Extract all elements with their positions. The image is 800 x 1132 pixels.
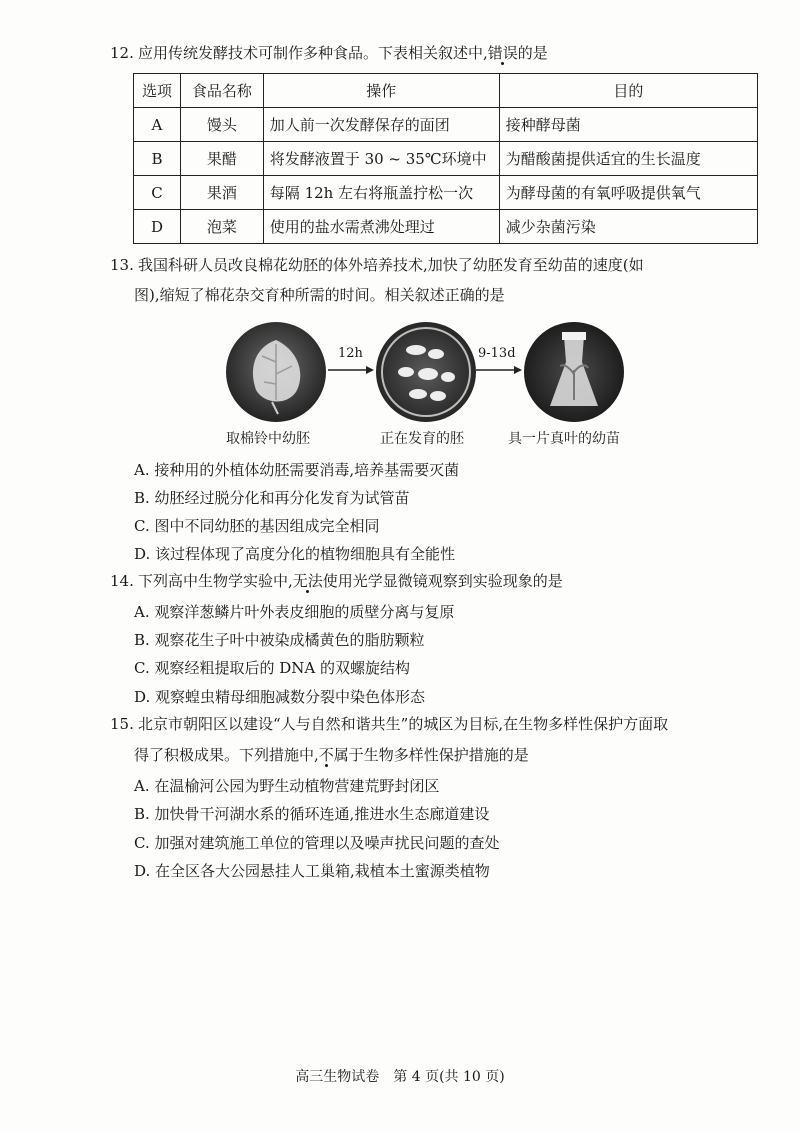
q14-option-a: A. 观察洋葱鳞片叶外表皮细胞的质壁分离与复原 — [134, 603, 455, 621]
q13-stem-text: 我国科研人员改良棉花幼胚的体外培养技术,加快了幼胚发育至幼苗的速度(如 — [138, 256, 644, 274]
q15-emphasis: 不 — [318, 746, 334, 764]
page-footer: 高三生物试卷 第 4 页(共 10 页) — [295, 1069, 505, 1085]
q14-number: 14. — [110, 572, 134, 590]
arrow-label-9-13d: 9-13d — [478, 346, 516, 361]
right-arrow-icon — [476, 364, 522, 376]
q12-table — [133, 73, 758, 244]
q15-option-c: C. 加强对建筑施工单位的管理以及噪声扰民问题的查处 — [134, 834, 500, 852]
q12-number: 12. — [110, 44, 134, 62]
q13-stem-line2: 图),缩短了棉花杂交育种所需的时间。相关叙述正确的是 — [134, 286, 505, 304]
cell-option: D — [134, 210, 181, 244]
cell-food: 果酒 — [180, 176, 263, 210]
q15-number: 15. — [110, 715, 134, 733]
q13-figure — [220, 322, 650, 452]
caption-seedling: 具一片真叶的幼苗 — [508, 431, 620, 447]
header-option: 选项 — [134, 74, 181, 108]
caption-embryo: 取棉铃中幼胚 — [226, 431, 310, 447]
cell-operation: 将发酵液置于 30 ~ 35℃环境中 — [263, 142, 499, 176]
q14-stem-text: 下列高中生物学实验中, — [138, 572, 293, 590]
cell-purpose: 为酵母菌的有氧呼吸提供氧气 — [499, 176, 757, 210]
caption-developing: 正在发育的胚 — [380, 431, 464, 447]
table-row — [134, 210, 758, 244]
q12-stem-end: 的是 — [517, 44, 548, 62]
cell-operation: 使用的盐水需煮沸处理过 — [263, 210, 499, 244]
cell-food: 馒头 — [180, 108, 263, 142]
q14-option-c: C. 观察经粗提取后的 DNA 的双螺旋结构 — [134, 659, 411, 677]
q15-option-d: D. 在全区各大公园悬挂人工巢箱,栽植本土蜜源类植物 — [134, 862, 490, 880]
table-header-row — [134, 74, 758, 108]
cell-option: B — [134, 142, 181, 176]
header-purpose: 目的 — [499, 74, 757, 108]
q14-stem-end: 使用光学显微镜观察到实验现象的是 — [322, 572, 563, 590]
table-row — [134, 176, 758, 210]
cell-purpose: 为醋酸菌提供适宜的生长温度 — [499, 142, 757, 176]
q15-stem-line2 — [134, 740, 529, 770]
cotton-boll-embryo-image — [226, 322, 326, 422]
q14-stem — [110, 566, 563, 596]
q13-option-b: B. 幼胚经过脱分化和再分化发育为试管苗 — [134, 489, 410, 507]
right-arrow-icon — [328, 364, 374, 376]
q12-stem-text: 应用传统发酵技术可制作多种食品。下表相关叙述中, — [138, 44, 488, 62]
cell-food: 泡菜 — [180, 210, 263, 244]
q12-stem — [110, 38, 548, 68]
q15-option-b: B. 加快骨干河湖水系的循环连通,推进水生态廊道建设 — [134, 805, 490, 823]
q15-stem-text2: 得了积极成果。下列措施中, — [134, 746, 319, 764]
q14-option-d: D. 观察蝗虫精母细胞减数分裂中染色体形态 — [134, 688, 426, 706]
q15-option-a: A. 在温榆河公园为野生动植物营建荒野封闭区 — [134, 777, 440, 795]
q14-option-b: B. 观察花生子叶中被染成橘黄色的脂肪颗粒 — [134, 631, 425, 649]
cell-purpose: 减少杂菌污染 — [499, 210, 757, 244]
cell-purpose: 接种酵母菌 — [499, 108, 757, 142]
cell-operation: 加人前一次发酵保存的面团 — [263, 108, 499, 142]
cell-option: C — [134, 176, 181, 210]
q13-option-d: D. 该过程体现了高度分化的植物细胞具有全能性 — [134, 545, 456, 563]
cell-option: A — [134, 108, 181, 142]
q13-option-a: A. 接种用的外植体幼胚需要消毒,培养基需要灭菌 — [134, 461, 460, 479]
cell-operation: 每隔 12h 左右将瓶盖拧松一次 — [263, 176, 499, 210]
q15-stem-end: 属于生物多样性保护措施的是 — [333, 746, 529, 764]
developing-embryo-dish-image — [376, 322, 476, 422]
cell-food: 果醋 — [180, 142, 263, 176]
header-operation: 操作 — [263, 74, 499, 108]
q13-number: 13. — [110, 256, 134, 274]
q15-stem-line1 — [110, 709, 668, 739]
q15-stem-text: 北京市朝阳区以建设“人与自然和谐共生”的城区为目标,在生物多样性保护方面取 — [138, 715, 669, 733]
q12-emphasis: 错误 — [487, 44, 518, 62]
arrow-label-12h: 12h — [338, 346, 363, 361]
q13-stem-line1 — [110, 250, 644, 280]
header-food: 食品名称 — [180, 74, 263, 108]
seedling-flask-image — [524, 322, 624, 422]
q14-emphasis: 无法 — [292, 572, 323, 590]
table-row — [134, 142, 758, 176]
table-row — [134, 108, 758, 142]
q13-option-c: C. 图中不同幼胚的基因组成完全相同 — [134, 517, 380, 535]
